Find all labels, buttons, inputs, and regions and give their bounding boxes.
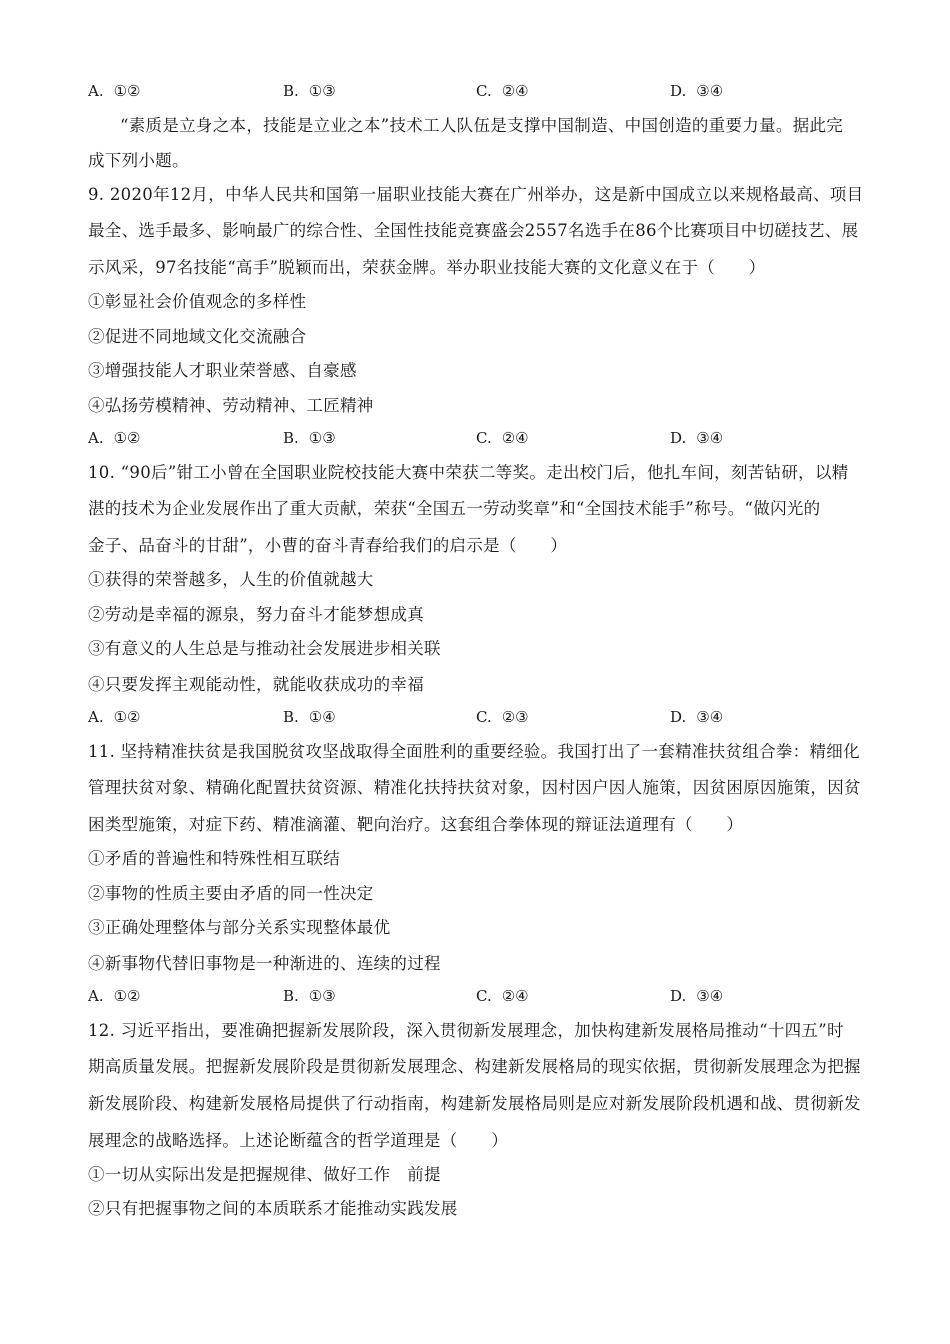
q10-stem-line-2: 湛的技术为企业发展作出了重大贡献，荣获“全国五一劳动奖章”和“全国技术能手”称号。“做闪光的 [88,499,821,518]
q11-statement-1: ①矛盾的普遍性和特殊性相互联结 [88,849,340,868]
q12-stem-line-4: 展理念的战略选择。上述论断蕴含的哲学道理是（ ） [88,1131,508,1150]
q11-option-a[interactable]: A. ①② [88,987,141,1005]
q8-option-c[interactable]: C. ②④ [476,82,529,100]
q9-statement-2: ②促进不同地域文化交流融合 [88,327,307,346]
q10-statement-1: ①获得的荣誉越多，人生的价值就越大 [88,570,374,589]
intro-line-2: 成下列小题。 [88,151,189,170]
q11-option-d[interactable]: D. ③④ [670,987,724,1005]
q9-statement-4: ④弘扬劳模精神、劳动精神、工匠精神 [88,396,374,415]
q10-options [88,706,868,728]
q12-stem-line-2: 期高质量发展。把握新发展阶段是贯彻新发展理念、构建新发展格局的现实依据，贯彻新发展理念为把握 [88,1057,861,1076]
q8-option-d[interactable]: D. ③④ [670,82,724,100]
q11-stem-line-2: 管理扶贫对象、精确化配置扶贫资源、精准化扶持扶贫对象，因村因户因人施策，因贫困原因施策，因贫 [88,778,861,797]
q8-option-b[interactable]: B. ①③ [283,82,336,100]
q12-stem-line-1: 12. 习近平指出，要准确把握新发展阶段，深入贯彻新发展理念，加快构建新发展格局推动“十四五”时 [88,1021,844,1040]
q10-option-d[interactable]: D. ③④ [670,708,724,726]
q12-statement-1: ①一切从实际出发是把握规律、做好工作 前提 [88,1165,441,1184]
q8-option-a[interactable]: A. ①② [88,82,141,100]
q8-options [88,80,868,102]
q12-stem-line-3: 新发展阶段、构建新发展格局提供了行动指南，构建新发展格局则是应对新发展阶段机遇和战、贯彻新发 [88,1094,861,1113]
q9-statement-3: ③增强技能人才职业荣誉感、自豪感 [88,361,357,380]
q11-option-c[interactable]: C. ②④ [476,987,529,1005]
q11-stem-line-1: 11. 坚持精准扶贫是我国脱贫攻坚战取得全面胜利的重要经验。我国打出了一套精准扶贫组合拳：精细化 [88,742,860,761]
q10-option-c[interactable]: C. ②③ [476,708,529,726]
q9-options [88,427,868,449]
q9-option-c[interactable]: C. ②④ [476,429,529,447]
q9-option-d[interactable]: D. ③④ [670,429,724,447]
q11-statement-4: ④新事物代替旧事物是一种渐进的、连续的过程 [88,954,441,973]
q10-stem-line-1: 10. “90后”钳工小曾在全国职业院校技能大赛中荣获二等奖。走出校门后，他扎车间，刻苦钻研，以精 [88,463,849,482]
q9-statement-1: ①彰显社会价值观念的多样性 [88,292,307,311]
q11-options [88,985,868,1007]
q10-option-a[interactable]: A. ①② [88,708,141,726]
q12-statement-2: ②只有把握事物之间的本质联系才能推动实践发展 [88,1199,458,1218]
q10-statement-3: ③有意义的人生总是与推动社会发展进步相关联 [88,639,441,658]
q10-statement-2: ②劳动是幸福的源泉，努力奋斗才能梦想成真 [88,605,424,624]
q9-stem-line-1: 9. 2020年12月，中华人民共和国第一届职业技能大赛在广州举办，这是新中国成立以来规格最高、项目 [88,185,864,204]
q9-stem-line-2: 最全、选手最多、影响最广的综合性、全国性技能竞赛盛会2557名选手在86个比赛项目中切磋技艺、展 [88,221,859,240]
q11-statement-3: ③正确处理整体与部分关系实现整体最优 [88,918,391,937]
intro-line-1: “素质是立身之本，技能是立业之本”技术工人队伍是支撑中国制造、中国创造的重要力量。据此完 [120,116,844,135]
q9-stem-line-3: 示风采，97名技能“高手”脱颖而出，荣获金牌。举办职业技能大赛的文化意义在于（ ） [88,258,766,277]
q11-statement-2: ②事物的性质主要由矛盾的同一性决定 [88,884,374,903]
q10-option-b[interactable]: B. ①④ [283,708,336,726]
q9-option-a[interactable]: A. ①② [88,429,141,447]
q11-stem-line-3: 困类型施策，对症下药、精准滴灌、靶向治疗。这套组合拳体现的辩证法道理有（ ） [88,815,744,834]
q11-option-b[interactable]: B. ①③ [283,987,336,1005]
q10-stem-line-3: 金子、品奋斗的甘甜”，小曹的奋斗青春给我们的启示是（ ） [88,536,568,555]
q10-statement-4: ④只要发挥主观能动性，就能收获成功的幸福 [88,675,424,694]
q9-option-b[interactable]: B. ①③ [283,429,336,447]
